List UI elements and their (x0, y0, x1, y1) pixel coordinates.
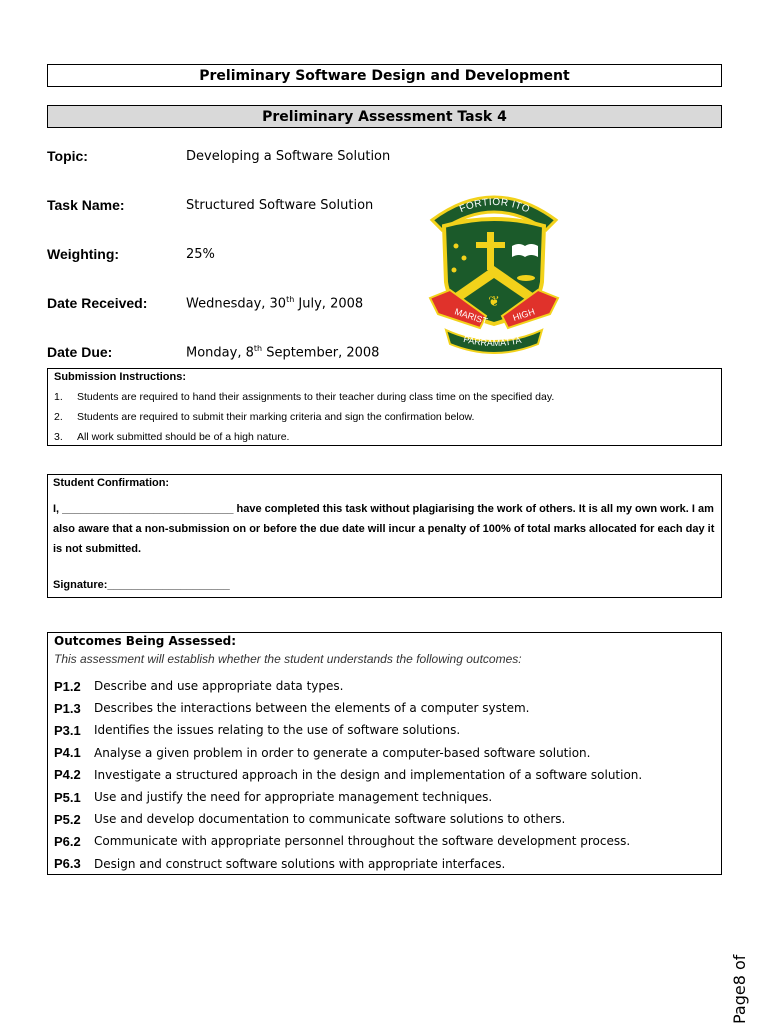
outcome-row: P1.3 Describes the interactions between the elements of a computer system. (54, 700, 530, 716)
date-due-label: Date Due: (47, 344, 113, 360)
submission-instructions (47, 368, 722, 446)
topic-value: Developing a Software Solution (186, 148, 391, 164)
outcome-row: P6.3 Design and construct software solutions with appropriate interfaces. (54, 856, 506, 872)
weighting-label: Weighting: (47, 246, 120, 262)
outcomes-intro: This assessment will establish whether the student understands the following outcomes: (54, 652, 522, 666)
student-confirmation (47, 474, 722, 598)
outcome-row: P3.1 Identifies the issues relating to the use of software solutions. (54, 722, 461, 738)
crest-marist: MARIST (453, 306, 489, 327)
crest-motto: FORTIOR ITO (458, 196, 532, 216)
outcomes-assessed (47, 632, 722, 875)
weighting-row (47, 244, 215, 264)
outcome-row: P5.1 Use and justify the need for appropriate management techniques. (54, 789, 493, 805)
svg-text:❦: ❦ (488, 295, 500, 310)
task-name-value: Structured Software Solution (186, 197, 374, 213)
outcome-row: P6.2 Communicate with appropriate personnel throughout the software development process. (54, 833, 631, 849)
topic-row (47, 146, 390, 166)
outcomes-heading: Outcomes Being Assessed: (54, 634, 237, 648)
page-number: Page8 of (730, 954, 749, 1024)
list-item: 1. Students are required to hand their assignments to their teacher during class time on the specified day. (54, 391, 555, 403)
course-title: Preliminary Software Design and Development (47, 64, 722, 87)
crest-parramatta: PARRAMATTA (462, 334, 523, 349)
school-crest (428, 186, 560, 354)
topic-label: Topic: (47, 148, 88, 164)
crest-high: HIGH (511, 306, 537, 323)
date-received-value: Wednesday, 30th July, 2008 (186, 294, 364, 312)
signature-line: Signature:____________________ (53, 579, 230, 591)
outcome-row: P1.2 Describe and use appropriate data types. (54, 678, 344, 694)
weighting-value: 25% (186, 246, 215, 262)
confirmation-text: I, ____________________________ have completed this task without plagiarising the work of others. It is all my own work. I am also aware that a non-submission on or before the due date will incur a penalty of 100% of total marks allocated for each day it is not submitted. (53, 503, 715, 555)
task-title: Preliminary Assessment Task 4 (47, 105, 722, 128)
task-name-row (47, 195, 373, 215)
date-received-row (47, 293, 363, 313)
date-received-label: Date Received: (47, 295, 148, 311)
list-item: 3. All work submitted should be of a high nature. (54, 431, 290, 443)
outcome-row: P4.2 Investigate a structured approach in the design and implementation of a software solution. (54, 767, 643, 783)
submission-heading: Submission Instructions: (54, 371, 187, 383)
outcome-row: P4.1 Analyse a given problem in order to generate a computer-based software solution. (54, 745, 591, 761)
list-item: 2. Students are required to submit their marking criteria and sign the confirmation below. (54, 411, 475, 423)
date-due-row (47, 342, 379, 362)
date-due-value: Monday, 8th September, 2008 (186, 343, 380, 361)
outcome-row: P5.2 Use and develop documentation to communicate software solutions to others. (54, 811, 566, 827)
task-name-label: Task Name: (47, 197, 125, 213)
confirmation-heading: Student Confirmation: (53, 477, 170, 489)
